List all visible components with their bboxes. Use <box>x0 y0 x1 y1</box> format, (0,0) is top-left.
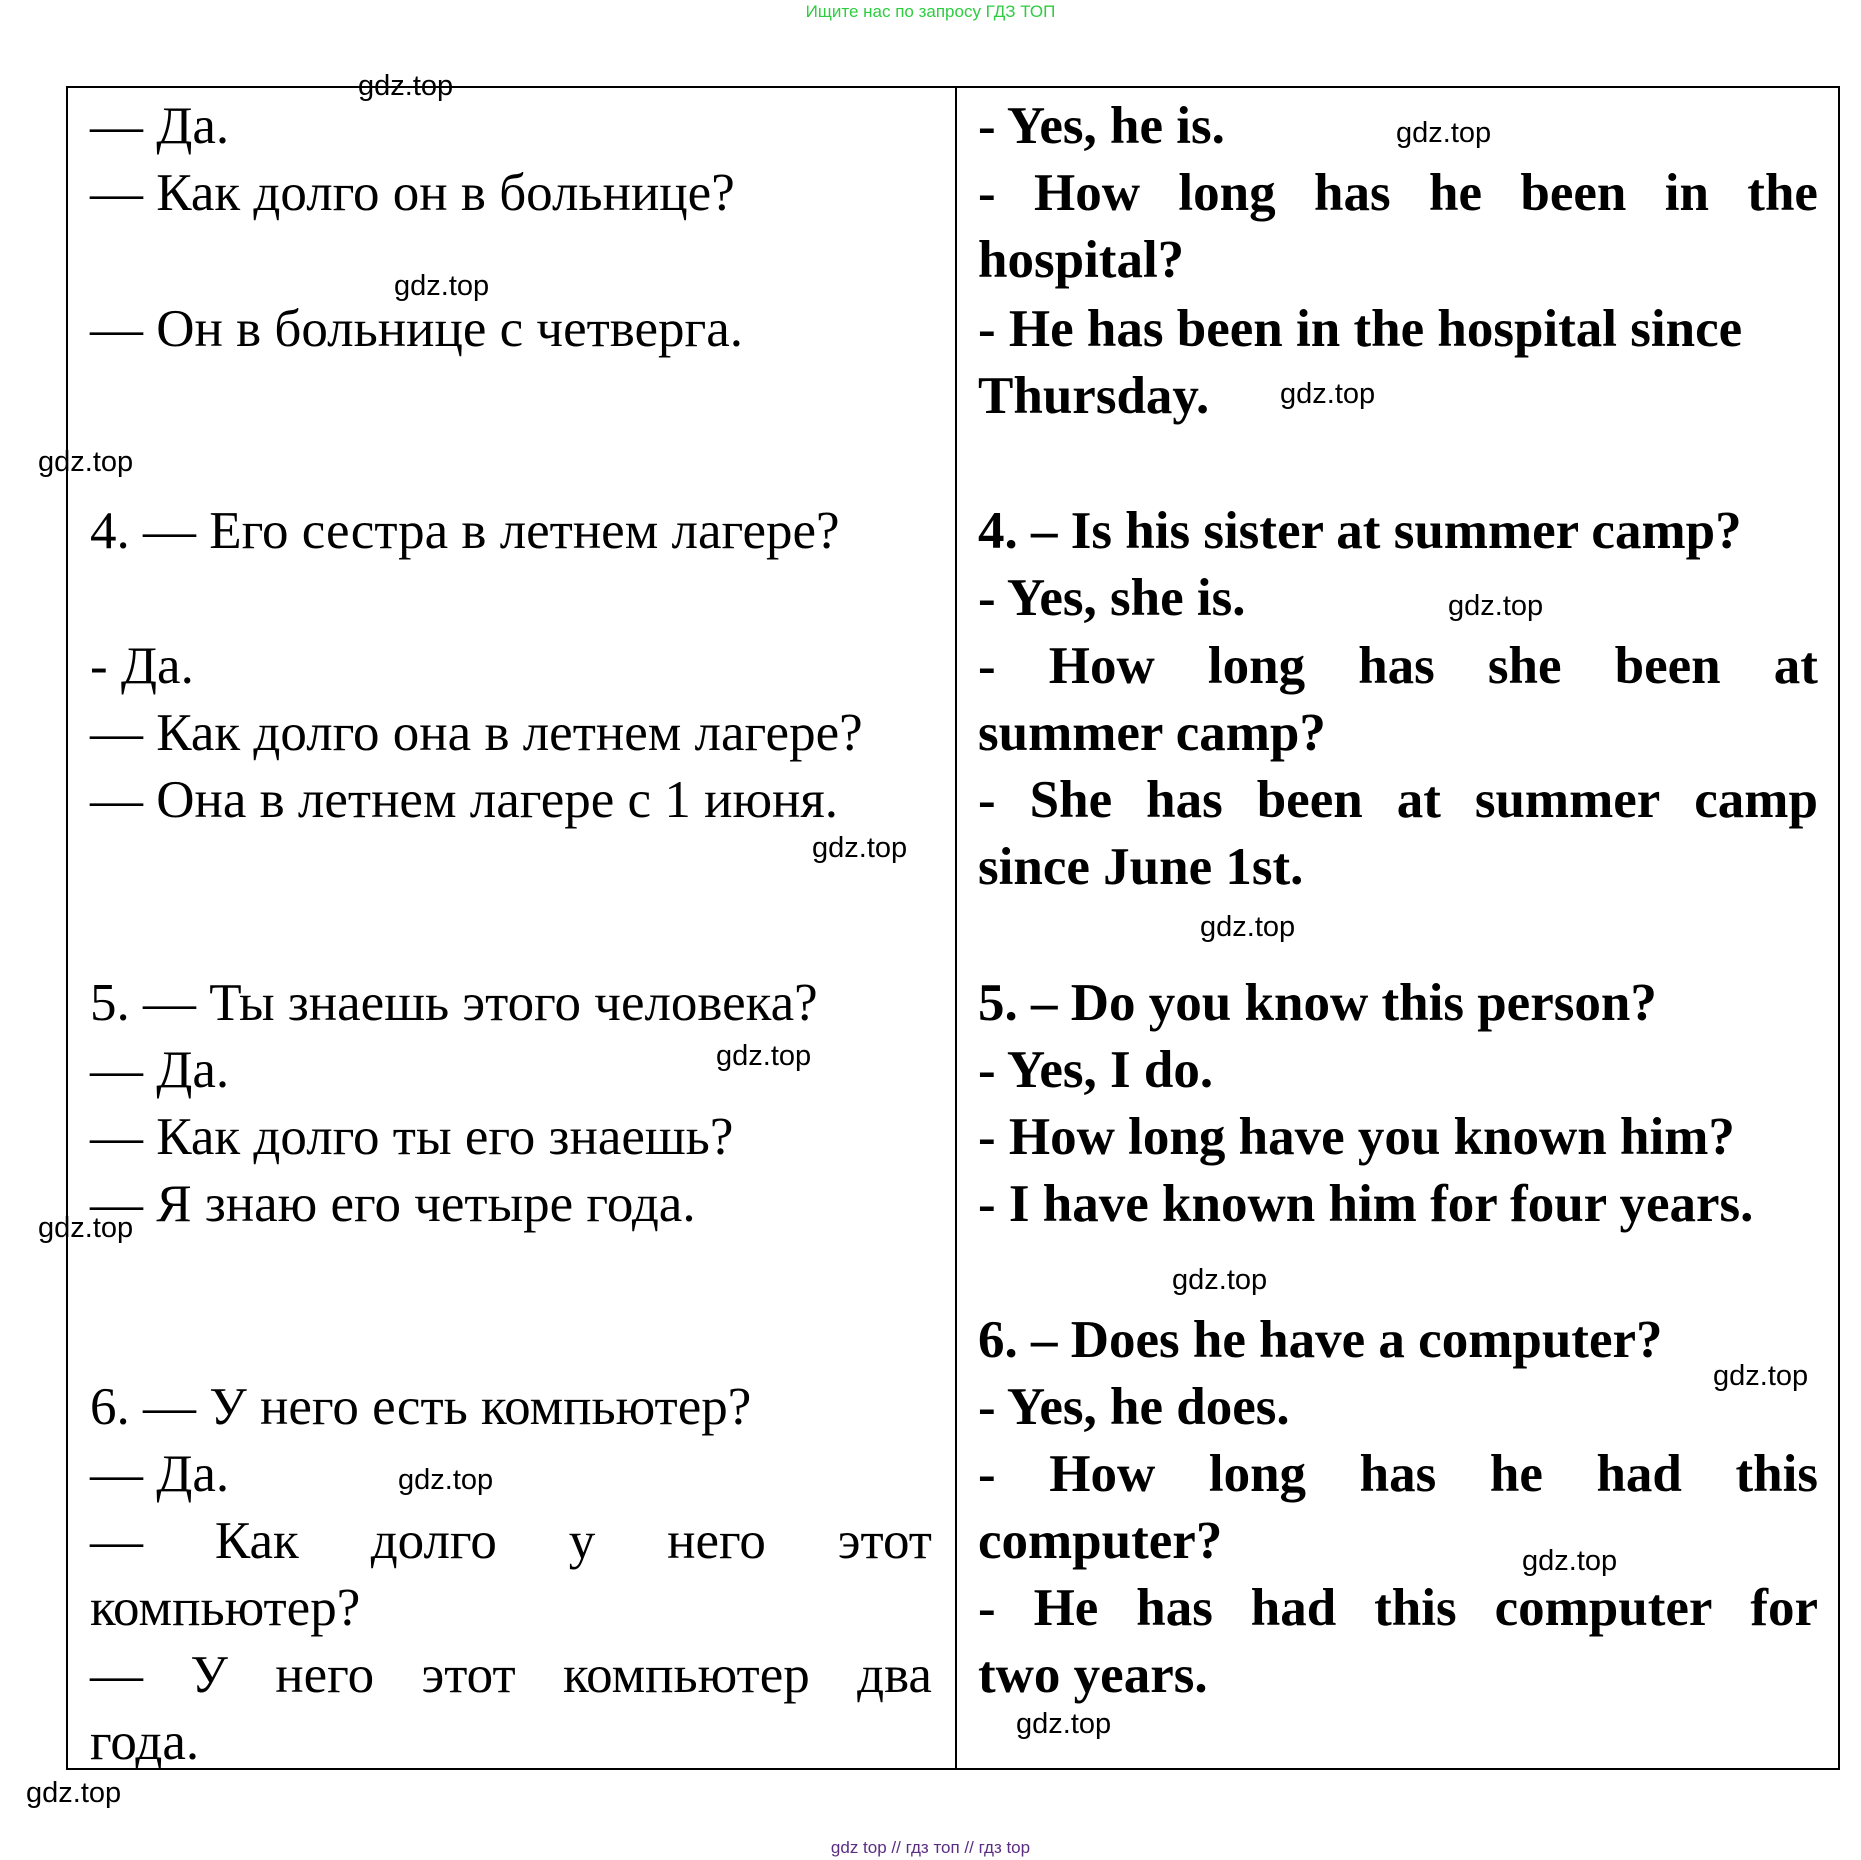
en-line: - I have known him for four years. <box>978 1175 1754 1233</box>
en-line: - Yes, he is. <box>978 97 1225 155</box>
ru-line: — Как долго он в больнице? <box>90 164 735 222</box>
en-line: computer? <box>978 1512 1223 1570</box>
column-divider <box>955 86 957 1770</box>
en-question-5: 5. – Do you know this person? <box>978 974 1657 1032</box>
watermark: gdz.top <box>1448 590 1544 622</box>
ru-line: — Как долго она в летнем лагере? <box>90 704 863 762</box>
en-justified-line: - How long has he had this <box>978 1445 1818 1503</box>
ru-line: года. <box>90 1713 200 1771</box>
en-line: since June 1st. <box>978 838 1304 896</box>
en-line: two years. <box>978 1646 1208 1704</box>
en-line: - He has been in the hospital since <box>978 300 1743 358</box>
en-line: - Yes, he does. <box>978 1378 1290 1436</box>
ru-justified-line: — У него этот компьютер два <box>90 1646 932 1704</box>
watermark: gdz.top <box>812 832 908 864</box>
watermark: gdz.top <box>716 1040 812 1072</box>
watermark: gdz.top <box>1172 1264 1268 1296</box>
ru-line: — Как долго ты его знаешь? <box>90 1108 734 1166</box>
ru-line: компьютер? <box>90 1579 361 1637</box>
en-question-6: 6. – Does he have a computer? <box>978 1311 1663 1369</box>
ru-question-6: 6. — У него есть компьютер? <box>90 1378 752 1436</box>
footer-links[interactable]: gdz top // гдз топ // гдз top <box>830 1838 1031 1857</box>
en-justified-line: - How long has he been in the <box>978 164 1818 222</box>
watermark: gdz.top <box>38 446 134 478</box>
watermark: gdz.top <box>1016 1708 1112 1740</box>
en-line: hospital? <box>978 231 1185 289</box>
watermark: gdz.top <box>1200 911 1296 943</box>
ru-question-5: 5. — Ты знаешь этого человека? <box>90 974 818 1032</box>
en-line: - Yes, she is. <box>978 569 1246 627</box>
watermark: gdz.top <box>1713 1360 1809 1392</box>
en-line: Thursday. <box>978 367 1210 425</box>
ru-line: — Я знаю его четыре года. <box>90 1175 696 1233</box>
watermark: gdz.top <box>358 70 454 102</box>
en-justified-line: - He has had this computer for <box>978 1579 1818 1637</box>
en-justified-line: - How long has she been at <box>978 637 1818 695</box>
watermark: gdz.top <box>1396 117 1492 149</box>
en-line: - How long have you known him? <box>978 1108 1735 1166</box>
ru-question-4: 4. — Его сестра в летнем лагере? <box>90 502 840 560</box>
watermark: gdz.top <box>1280 378 1376 410</box>
ru-line: — Он в больнице с четверга. <box>90 300 744 358</box>
en-question-4: 4. – Is his sister at summer camp? <box>978 502 1742 560</box>
ru-line: — Да. <box>90 97 230 155</box>
ru-line: — Да. <box>90 1445 230 1503</box>
ru-line: — Да. <box>90 1041 230 1099</box>
watermark: gdz.top <box>26 1777 122 1809</box>
watermark: gdz.top <box>1522 1545 1618 1577</box>
en-line: - Yes, I do. <box>978 1041 1214 1099</box>
top-banner[interactable]: Ищите нас по запросу ГДЗ ТОП <box>805 2 1056 21</box>
watermark: gdz.top <box>38 1212 134 1244</box>
en-justified-line: - She has been at summer camp <box>978 771 1818 829</box>
watermark: gdz.top <box>398 1464 494 1496</box>
watermark: gdz.top <box>394 270 490 302</box>
en-line: summer camp? <box>978 704 1326 762</box>
ru-justified-line: — Как долго у него этот <box>90 1512 932 1570</box>
ru-line: - Да. <box>90 637 194 695</box>
ru-line: — Она в летнем лагере с 1 июня. <box>90 771 839 829</box>
